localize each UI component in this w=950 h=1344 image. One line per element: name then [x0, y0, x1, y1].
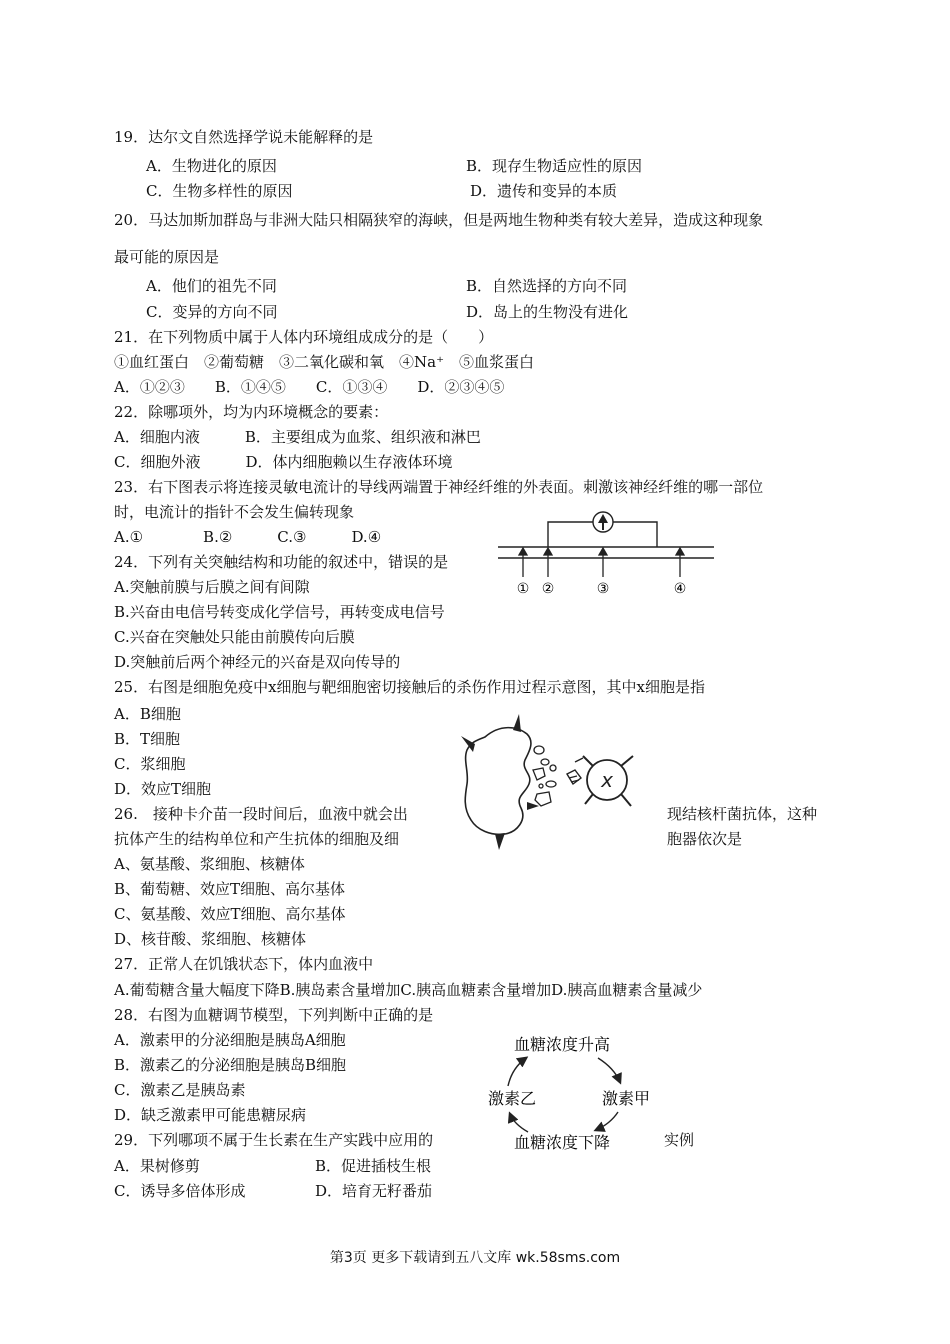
- x-cell: [583, 756, 633, 806]
- page-footer: 第3页 更多下载请到五八文库 wk.58sms.com: [329, 1250, 621, 1266]
- q21-stem: 21．在下列物质中属于人体内环境组成成分的是（ ）: [114, 328, 494, 346]
- arrow-left-to-top: [508, 1058, 526, 1086]
- diagram-left-label: 激素乙: [487, 1089, 537, 1108]
- arrow-top-to-right: [598, 1058, 620, 1082]
- q29-stem-left: 29．下列哪项不属于生长素在生产实践中应用的: [114, 1131, 434, 1149]
- q22-options-ab: A．细胞内液 B．主要组成为血浆、组织液和淋巴: [114, 428, 481, 446]
- q19-stem: 19．达尔文自然选择学说未能解释的是: [114, 128, 374, 146]
- perforin-particles: [567, 758, 583, 784]
- blood-sugar-cycle-diagram: [478, 1032, 658, 1157]
- point-label-4: ④: [673, 581, 687, 597]
- q28-option-d: D．缺乏激素甲可能患糖尿病: [114, 1106, 307, 1124]
- q24-stem: 24．下列有关突触结构和功能的叙述中，错误的是: [114, 553, 449, 571]
- q25-option-b: B．T细胞: [114, 730, 181, 748]
- q22-options-cd: C．细胞外液 D．体内细胞赖以生存液体环境: [114, 453, 453, 471]
- q24-option-a: A.突触前膜与后膜之间有间隙: [114, 578, 310, 596]
- q29-option-c: C．诱导多倍体形成: [114, 1182, 246, 1200]
- q20-stem-line1: 20．马达加斯加群岛与非洲大陆只相隔狭窄的海峡，但是两地生物种类有较大差异，造成这种现象: [114, 211, 764, 229]
- q25-option-a: A．B细胞: [114, 705, 181, 723]
- q28-stem: 28．右图为血糖调节模型，下列判断中正确的是: [114, 1006, 434, 1024]
- cell-fragments: [533, 746, 556, 806]
- q25-option-d: D．效应T细胞: [114, 780, 212, 798]
- q26-option-a: A、氨基酸、浆细胞、核糖体: [114, 855, 305, 873]
- stimulus-arrow-2-head: [544, 548, 552, 555]
- galvanometer-icon: [593, 512, 613, 532]
- q26-option-b: B、葡萄糖、效应T细胞、高尔基体: [114, 880, 346, 898]
- q26-stem-line2-left: 抗体产生的结构单位和产生抗体的细胞及细: [114, 830, 400, 848]
- q19-option-d: D．遗传和变异的本质: [470, 182, 618, 200]
- q21-options: A．①②③ B．①④⑤ C．①③④ D．②③④⑤: [114, 378, 505, 396]
- q25-option-c: C．浆细胞: [114, 755, 186, 773]
- q29-option-b: B．促进插枝生根: [315, 1157, 432, 1175]
- diagram-top-label: 血糖浓度升高: [513, 1035, 611, 1054]
- point-label-2: ②: [541, 581, 555, 597]
- q28-option-b: B．激素乙的分泌细胞是胰岛B细胞: [114, 1056, 347, 1074]
- cell-killing-diagram: [455, 712, 670, 852]
- q28-option-a: A．激素甲的分泌细胞是胰岛A细胞: [114, 1031, 346, 1049]
- q19-option-c: C．生物多样性的原因: [146, 182, 293, 200]
- q27-options: A.葡萄糖含量大幅度下降B.胰岛素含量增加C.胰高血糖素含量增加D.胰高血糖素含量减少: [114, 981, 703, 999]
- stimulus-arrow-3-head: [599, 548, 607, 555]
- arrow-right-to-bottom: [596, 1112, 618, 1130]
- q25-stem: 25．右图是细胞免疫中x细胞与靶细胞密切接触后的杀伤作用过程示意图，其中x细胞是指: [114, 678, 706, 696]
- q20-option-c: C．变异的方向不同: [146, 303, 278, 321]
- q20-option-d: D．岛上的生物没有进化: [466, 303, 629, 321]
- q29-stem-right: 实例: [664, 1131, 695, 1149]
- q26-stem-line2-right: 胞器依次是: [667, 830, 743, 848]
- q19-option-b: B．现存生物适应性的原因: [466, 157, 643, 175]
- q20-stem-line2: 最可能的原因是: [114, 248, 220, 266]
- q24-option-b: B.兴奋由电信号转变成化学信号，再转变成电信号: [114, 603, 445, 621]
- q20-option-b: B．自然选择的方向不同: [466, 277, 628, 295]
- q29-option-d: D．培育无籽番茄: [315, 1182, 433, 1200]
- q20-option-a: A．他们的祖先不同: [146, 277, 277, 295]
- q26-stem-line1-left: 26. 接种卡介苗一段时间后，血液中就会出: [114, 805, 408, 823]
- x-cell-label: x: [601, 768, 613, 792]
- q23-options: A.① B.② C.③ D.④: [114, 528, 382, 546]
- q26-stem-line1-right: 现结核杆菌抗体，这种: [667, 805, 818, 823]
- q21-items: ①血红蛋白 ②葡萄糖 ③二氧化碳和氧 ④Na⁺ ⑤血浆蛋白: [114, 353, 534, 371]
- q22-stem: 22．除哪项外，均为内环境概念的要素：: [114, 403, 389, 421]
- q24-option-d: D.突触前后两个神经元的兴奋是双向传导的: [114, 653, 401, 671]
- q28-option-c: C．激素乙是胰岛素: [114, 1081, 246, 1099]
- stimulus-arrow-1-head: [519, 548, 527, 555]
- q29-option-a: A．果树修剪: [114, 1157, 200, 1175]
- q19-option-a: A．生物进化的原因: [146, 157, 277, 175]
- q24-option-c: C.兴奋在突触处只能由前膜传向后膜: [114, 628, 355, 646]
- q26-option-c: C、氨基酸、效应T细胞、高尔基体: [114, 905, 346, 923]
- arrow-bottom-to-left: [510, 1114, 528, 1132]
- q27-stem: 27．正常人在饥饿状态下，体内血液中: [114, 955, 374, 973]
- q23-stem-line1: 23．右下图表示将连接灵敏电流计的导线两端置于神经纤维的外表面。刺激该神经纤维的哪一部位: [114, 478, 764, 496]
- point-label-1: ①: [516, 581, 530, 597]
- target-cell: [465, 728, 531, 835]
- diagram-bottom-label: 血糖浓度下降: [513, 1133, 611, 1152]
- nerve-fiber-diagram: [490, 505, 720, 600]
- diagram-right-label: 激素甲: [601, 1089, 651, 1108]
- q26-option-d: D、核苷酸、浆细胞、核糖体: [114, 930, 307, 948]
- stimulus-arrow-4-head: [676, 548, 684, 555]
- q23-stem-line2: 时，电流计的指针不会发生偏转现象: [114, 503, 355, 521]
- point-label-3: ③: [596, 581, 610, 597]
